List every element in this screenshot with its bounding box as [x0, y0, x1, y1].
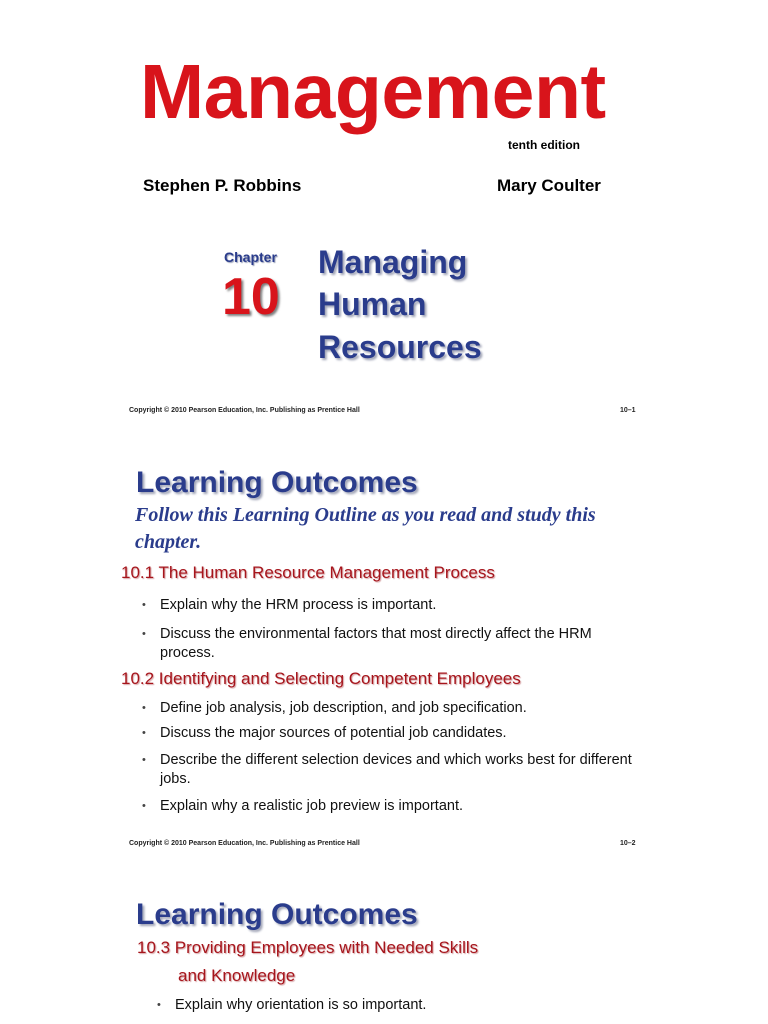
section-heading-10-1: 10.1 The Human Resource Management Process [121, 563, 495, 582]
list-item: • Explain why orientation is so important. [157, 997, 427, 1013]
section-heading-10-3-line-2: and Knowledge [178, 966, 296, 985]
chapter-title-line-3: Resources [318, 329, 482, 365]
section-heading-10-2: 10.2 Identifying and Selecting Competent Employees [121, 669, 521, 688]
bullet-icon: • [142, 754, 146, 766]
book-title: Management [140, 49, 606, 135]
chapter-label: Chapter [224, 249, 277, 265]
page-number: 10–1 [620, 407, 636, 414]
slide-title [0, 0, 768, 432]
bullet-icon: • [142, 599, 146, 611]
bullet-icon: • [142, 628, 146, 640]
edition-label: tenth edition [508, 138, 580, 152]
bullet-icon: • [142, 800, 146, 812]
chapter-number: 10 [222, 268, 280, 326]
author-robbins: Stephen P. Robbins [143, 176, 302, 195]
bullet-icon: • [157, 999, 161, 1011]
slide-learning-outcomes-2 [0, 872, 768, 1024]
chapter-title-line-1: Managing [318, 244, 468, 280]
page-number: 10–2 [620, 840, 636, 847]
list-item: • Define job analysis, job description, and job specification. [142, 700, 527, 716]
copyright-footer: Copyright © 2010 Pearson Education, Inc. Publishing as Prentice Hall [129, 407, 360, 414]
section-heading-10-3-line-1: 10.3 Providing Employees with Needed Skills [137, 938, 479, 957]
bullet-icon: • [142, 727, 146, 739]
slide-heading: Learning Outcomes [136, 898, 418, 931]
list-item: • Explain why the HRM process is important. [142, 597, 437, 613]
slide-heading: Learning Outcomes [136, 466, 418, 499]
list-item: • Discuss the environmental factors that most directly affect the HRM process. [142, 626, 592, 661]
slide-learning-outcomes-1 [0, 440, 768, 860]
copyright-footer: Copyright © 2010 Pearson Education, Inc. Publishing as Prentice Hall [129, 840, 360, 847]
slide-subtitle: Follow this Learning Outline as you read and study this chapter. [135, 504, 596, 553]
list-item: • Discuss the major sources of potential job candidates. [142, 725, 507, 741]
author-coulter: Mary Coulter [497, 176, 601, 195]
list-item: • Describe the different selection devices and which works best for different jobs. [142, 752, 632, 787]
chapter-title-line-2: Human [318, 286, 427, 322]
bullet-icon: • [142, 702, 146, 714]
list-item: • Explain why a realistic job preview is important. [142, 798, 464, 814]
